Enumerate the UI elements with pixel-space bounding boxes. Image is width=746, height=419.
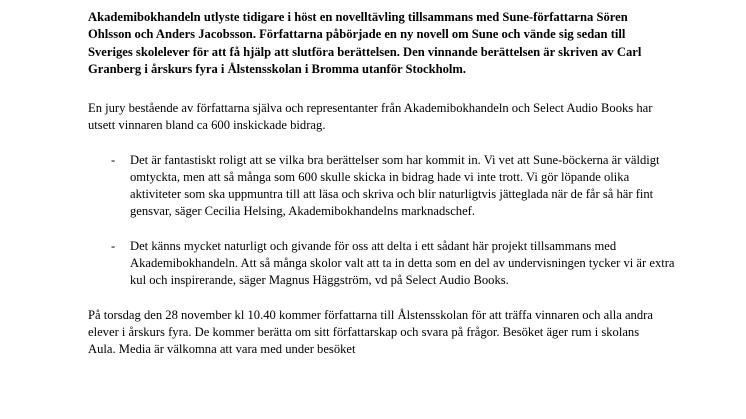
lead-paragraph: Akademibokhandeln utlyste tidigare i höst en novelltävling tillsammans med Sune-författarna Sören Ohlsson och Anders Jacobsson. Författarna påbörjade en ny novell om Sune och vände sig sedan till Sveriges skolelever för att få hjälp att slutföra berättelsen. Den vinnande berättelsen är skriven av Carl Granberg i årskurs fyra i Ålstensskolan i Bromma utanför Stockholm. (88, 10, 642, 77)
quote-item-marketing (88, 152, 688, 220)
quote-text-marketing: Det är fantastiskt roligt att se vilka bra berättelser som har kommit in. Vi vet att Sune-böckerna är väldigt omtyckta, men att så många som 600 skulle skicka in bidrag hade vi inte trott. Vi gör löpande olika aktiviteter som ska uppmuntra till att läsa och skriva och blir naturligtvis jätteglada när de får så här fint gensvar, säger Cecilia Helsing, Akademibokhandelns marknadschef. (130, 152, 660, 218)
closing-paragraph: På torsdag den 28 november kl 10.40 kommer författarna till Ålstensskolan för att träffa vinnaren och alla andra elever i årskurs fyra. De kommer berätta om sitt författarskap och svara på frågor. Besöket äger rum i skolans Aula. Media är välkomna att vara med under besöket (88, 307, 653, 356)
list-dash: - (111, 152, 116, 167)
jury-paragraph: En jury bestående av författarna själva och representanter från Akademibokhandeln och Select Audio Books har utsett vinnaren bland ca 600 inskickade bidrag. (88, 100, 653, 132)
list-dash: - (111, 238, 116, 253)
quote-item-ceo (88, 238, 688, 289)
quote-text-ceo: Det känns mycket naturligt och givande för oss att delta i ett sådant här projekt tillsammans med Akademibokhandeln. Att så många skolor valt att ta in detta som en del av undervisningen tycker vi är extra kul och inspirerande, säger Magnus Häggström, vd på Select Audio Books. (130, 238, 675, 287)
quote-list (88, 152, 688, 289)
document-page (88, 9, 688, 358)
